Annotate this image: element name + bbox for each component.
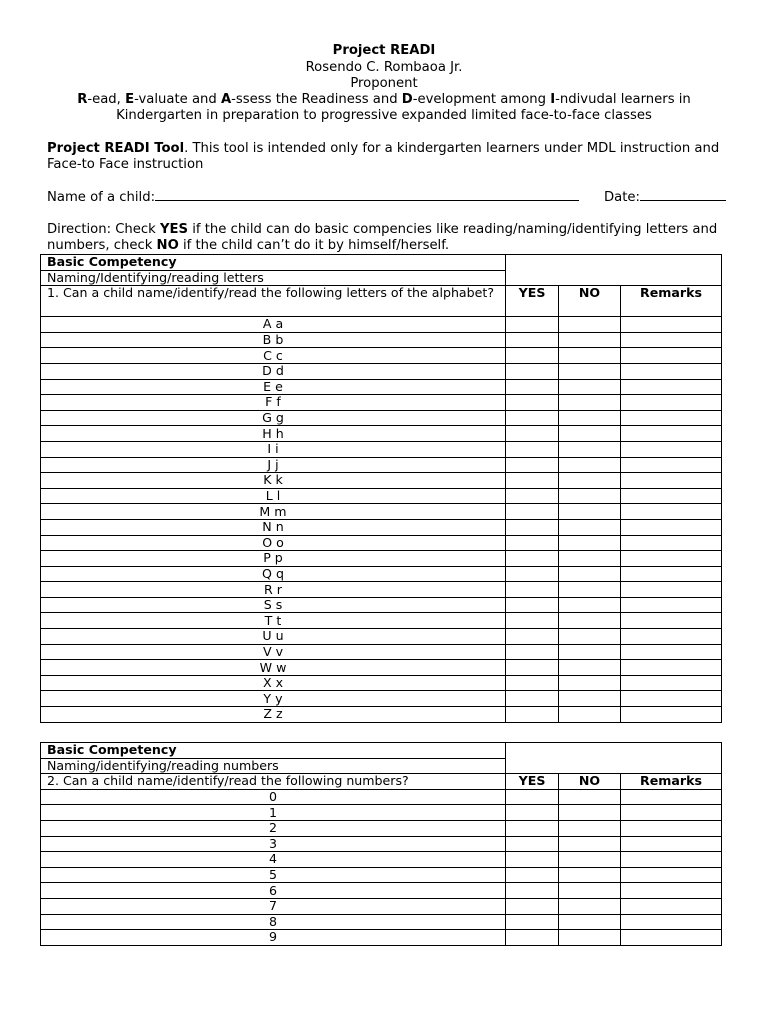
letter-row-label: B b [41, 332, 506, 348]
yes-checkbox-cell[interactable] [506, 488, 559, 504]
remarks-cell[interactable] [621, 551, 722, 567]
number-row [41, 836, 722, 852]
letter-row [41, 597, 722, 613]
letter-row [41, 363, 722, 379]
letter-row [41, 644, 722, 660]
yes-checkbox-cell[interactable] [506, 441, 559, 457]
letter-row [41, 675, 722, 691]
yes-checkbox-cell[interactable] [506, 789, 559, 805]
remarks-cell[interactable] [621, 852, 722, 868]
yes-checkbox-cell[interactable] [506, 504, 559, 520]
remarks-cell[interactable] [621, 836, 722, 852]
number-row-label: 3 [41, 836, 506, 852]
numbers-header-blank [506, 743, 722, 774]
number-row-label: 8 [41, 914, 506, 930]
numbers-subheading: Naming/identifying/reading numbers [41, 758, 506, 774]
no-checkbox-cell[interactable] [559, 582, 621, 598]
number-row [41, 789, 722, 805]
letters-header-blank [506, 255, 722, 286]
yes-checkbox-cell[interactable] [506, 426, 559, 442]
tool-description-line-2: Face-to Face instruction [47, 157, 204, 172]
number-row [41, 930, 722, 946]
no-checkbox-cell[interactable] [559, 691, 621, 707]
date-label: Date: [604, 190, 640, 205]
name-label: Name of a child: [47, 190, 156, 205]
yes-checkbox-cell[interactable] [506, 395, 559, 411]
remarks-cell[interactable] [621, 504, 722, 520]
yes-checkbox-cell[interactable] [506, 707, 559, 723]
letter-row-label: Z z [41, 707, 506, 723]
author-name: Rosendo C. Rombaoa Jr. [305, 60, 463, 75]
remarks-cell[interactable] [621, 348, 722, 364]
name-field[interactable] [47, 188, 579, 206]
yes-checkbox-cell[interactable] [506, 836, 559, 852]
letter-row-label: I i [41, 441, 506, 457]
no-checkbox-cell[interactable] [559, 332, 621, 348]
remarks-cell[interactable] [621, 519, 722, 535]
yes-checkbox-cell[interactable] [506, 551, 559, 567]
remarks-cell[interactable] [621, 473, 722, 489]
direction-line-1: Direction: Check YES if the child can do basic compencies like reading/naming/identifying letters and [47, 222, 718, 237]
yes-checkbox-cell[interactable] [506, 379, 559, 395]
yes-checkbox-cell[interactable] [506, 914, 559, 930]
yes-checkbox-cell[interactable] [506, 660, 559, 676]
letters-col-no: NO [559, 286, 621, 317]
no-checkbox-cell[interactable] [559, 644, 621, 660]
remarks-cell[interactable] [621, 597, 722, 613]
letter-row [41, 566, 722, 582]
yes-checkbox-cell[interactable] [506, 348, 559, 364]
yes-checkbox-cell[interactable] [506, 930, 559, 946]
letter-row [41, 317, 722, 333]
letter-row [41, 473, 722, 489]
yes-checkbox-cell[interactable] [506, 883, 559, 899]
acronym-line-2: Kindergarten in preparation to progressive expanded limited face-to-face classes [116, 108, 652, 123]
no-checkbox-cell[interactable] [559, 504, 621, 520]
letter-row-label: J j [41, 457, 506, 473]
numbers-col-no: NO [559, 774, 621, 790]
date-field[interactable] [604, 188, 726, 206]
letter-row [41, 519, 722, 535]
letter-row-label: D d [41, 363, 506, 379]
remarks-cell[interactable] [621, 805, 722, 821]
letters-heading: Basic Competency [41, 255, 506, 271]
letter-row-label: C c [41, 348, 506, 364]
letter-row [41, 348, 722, 364]
letter-row-label: L l [41, 488, 506, 504]
remarks-cell[interactable] [621, 457, 722, 473]
number-row-label: 9 [41, 930, 506, 946]
remarks-cell[interactable] [621, 395, 722, 411]
letters-col-yes: YES [506, 286, 559, 317]
letter-row-label: U u [41, 629, 506, 645]
letter-row-label: N n [41, 519, 506, 535]
letter-row [41, 426, 722, 442]
remarks-cell[interactable] [621, 898, 722, 914]
letter-row [41, 379, 722, 395]
no-checkbox-cell[interactable] [559, 551, 621, 567]
author-role: Proponent [350, 76, 418, 91]
letter-row [41, 582, 722, 598]
remarks-cell[interactable] [621, 363, 722, 379]
yes-checkbox-cell[interactable] [506, 535, 559, 551]
letter-row [41, 332, 722, 348]
number-row-label: 4 [41, 852, 506, 868]
no-checkbox-cell[interactable] [559, 867, 621, 883]
no-checkbox-cell[interactable] [559, 488, 621, 504]
yes-checkbox-cell[interactable] [506, 317, 559, 333]
letter-row-label: A a [41, 317, 506, 333]
direction-line-2: numbers, check NO if the child can’t do it by himself/herself. [47, 238, 450, 253]
yes-checkbox-cell[interactable] [506, 629, 559, 645]
no-checkbox-cell[interactable] [559, 914, 621, 930]
tool-description-line-1: Project READI Tool. This tool is intended only for a kindergarten learners under MDL instruction and [47, 141, 720, 156]
yes-checkbox-cell[interactable] [506, 613, 559, 629]
number-row [41, 898, 722, 914]
letters-subheading: Naming/Identifying/reading letters [41, 270, 506, 286]
yes-checkbox-cell[interactable] [506, 332, 559, 348]
letter-row-label: V v [41, 644, 506, 660]
letter-row [41, 488, 722, 504]
no-checkbox-cell[interactable] [559, 535, 621, 551]
remarks-cell[interactable] [621, 488, 722, 504]
numbers-col-yes: YES [506, 774, 559, 790]
number-row-label: 0 [41, 789, 506, 805]
acronym-line-1: R-ead, E-valuate and A-ssess the Readiness and D-evelopment among I-ndivudal learners in [77, 92, 691, 107]
remarks-cell[interactable] [621, 914, 722, 930]
letter-row-label: T t [41, 613, 506, 629]
remarks-cell[interactable] [621, 566, 722, 582]
document-title: Project READI [332, 43, 436, 58]
letter-row-label: K k [41, 473, 506, 489]
letter-row-label: G g [41, 410, 506, 426]
number-row-label: 1 [41, 805, 506, 821]
no-checkbox-cell[interactable] [559, 660, 621, 676]
number-row-label: 2 [41, 820, 506, 836]
numbers-question: 2. Can a child name/identify/read the following numbers? [41, 774, 506, 790]
number-row-label: 5 [41, 867, 506, 883]
number-row [41, 852, 722, 868]
remarks-cell[interactable] [621, 691, 722, 707]
no-checkbox-cell[interactable] [559, 930, 621, 946]
no-checkbox-cell[interactable] [559, 629, 621, 645]
numbers-col-remarks: Remarks [621, 774, 722, 790]
remarks-cell[interactable] [621, 867, 722, 883]
remarks-cell[interactable] [621, 613, 722, 629]
remarks-cell[interactable] [621, 644, 722, 660]
number-row [41, 914, 722, 930]
no-checkbox-cell[interactable] [559, 473, 621, 489]
numbers-table [40, 742, 722, 946]
no-checkbox-cell[interactable] [559, 597, 621, 613]
yes-checkbox-cell[interactable] [506, 898, 559, 914]
no-checkbox-cell[interactable] [559, 820, 621, 836]
yes-checkbox-cell[interactable] [506, 519, 559, 535]
letter-row [41, 504, 722, 520]
date-blank[interactable] [640, 188, 726, 201]
yes-checkbox-cell[interactable] [506, 691, 559, 707]
no-checkbox-cell[interactable] [559, 883, 621, 899]
letter-row [41, 660, 722, 676]
yes-checkbox-cell[interactable] [506, 644, 559, 660]
remarks-cell[interactable] [621, 582, 722, 598]
yes-checkbox-cell[interactable] [506, 675, 559, 691]
no-checkbox-cell[interactable] [559, 410, 621, 426]
number-row [41, 820, 722, 836]
yes-checkbox-cell[interactable] [506, 410, 559, 426]
letter-row [41, 410, 722, 426]
name-blank[interactable] [155, 188, 579, 201]
remarks-cell[interactable] [621, 441, 722, 457]
letter-row [41, 551, 722, 567]
remarks-cell[interactable] [621, 820, 722, 836]
no-checkbox-cell[interactable] [559, 836, 621, 852]
letter-row-label: H h [41, 426, 506, 442]
no-checkbox-cell[interactable] [559, 441, 621, 457]
yes-checkbox-cell[interactable] [506, 805, 559, 821]
remarks-cell[interactable] [621, 332, 722, 348]
remarks-cell[interactable] [621, 707, 722, 723]
no-checkbox-cell[interactable] [559, 707, 621, 723]
no-checkbox-cell[interactable] [559, 613, 621, 629]
remarks-cell[interactable] [621, 426, 722, 442]
letter-row [41, 707, 722, 723]
yes-checkbox-cell[interactable] [506, 820, 559, 836]
number-row [41, 883, 722, 899]
remarks-cell[interactable] [621, 379, 722, 395]
number-row-label: 7 [41, 898, 506, 914]
yes-checkbox-cell[interactable] [506, 473, 559, 489]
letter-row-label: S s [41, 597, 506, 613]
yes-checkbox-cell[interactable] [506, 457, 559, 473]
letter-row [41, 613, 722, 629]
letter-row [41, 395, 722, 411]
no-checkbox-cell[interactable] [559, 348, 621, 364]
remarks-cell[interactable] [621, 675, 722, 691]
letter-row [41, 629, 722, 645]
no-checkbox-cell[interactable] [559, 519, 621, 535]
letter-row-label: O o [41, 535, 506, 551]
letter-row [41, 691, 722, 707]
letter-row-label: F f [41, 395, 506, 411]
yes-checkbox-cell[interactable] [506, 363, 559, 379]
no-checkbox-cell[interactable] [559, 789, 621, 805]
letter-row-label: M m [41, 504, 506, 520]
no-checkbox-cell[interactable] [559, 457, 621, 473]
letter-row-label: Y y [41, 691, 506, 707]
letters-col-remarks: Remarks [621, 286, 722, 317]
remarks-cell[interactable] [621, 410, 722, 426]
no-checkbox-cell[interactable] [559, 395, 621, 411]
remarks-cell[interactable] [621, 660, 722, 676]
numbers-heading: Basic Competency [41, 743, 506, 759]
remarks-cell[interactable] [621, 535, 722, 551]
letter-row-label: Q q [41, 566, 506, 582]
letters-question: 1. Can a child name/identify/read the following letters of the alphabet? [41, 286, 506, 317]
yes-checkbox-cell[interactable] [506, 582, 559, 598]
remarks-cell[interactable] [621, 883, 722, 899]
letter-row [41, 535, 722, 551]
no-checkbox-cell[interactable] [559, 566, 621, 582]
letter-row-label: W w [41, 660, 506, 676]
no-checkbox-cell[interactable] [559, 675, 621, 691]
letter-row [41, 441, 722, 457]
no-checkbox-cell[interactable] [559, 363, 621, 379]
letter-row [41, 457, 722, 473]
remarks-cell[interactable] [621, 629, 722, 645]
yes-checkbox-cell[interactable] [506, 852, 559, 868]
remarks-cell[interactable] [621, 930, 722, 946]
number-row-label: 6 [41, 883, 506, 899]
letters-table [40, 254, 722, 723]
yes-checkbox-cell[interactable] [506, 597, 559, 613]
yes-checkbox-cell[interactable] [506, 867, 559, 883]
number-row [41, 867, 722, 883]
letter-row-label: P p [41, 551, 506, 567]
letter-row-label: X x [41, 675, 506, 691]
no-checkbox-cell[interactable] [559, 317, 621, 333]
number-row [41, 805, 722, 821]
remarks-cell[interactable] [621, 317, 722, 333]
no-checkbox-cell[interactable] [559, 852, 621, 868]
letter-row-label: E e [41, 379, 506, 395]
no-checkbox-cell[interactable] [559, 426, 621, 442]
remarks-cell[interactable] [621, 789, 722, 805]
yes-checkbox-cell[interactable] [506, 566, 559, 582]
no-checkbox-cell[interactable] [559, 898, 621, 914]
no-checkbox-cell[interactable] [559, 805, 621, 821]
letter-row-label: R r [41, 582, 506, 598]
no-checkbox-cell[interactable] [559, 379, 621, 395]
